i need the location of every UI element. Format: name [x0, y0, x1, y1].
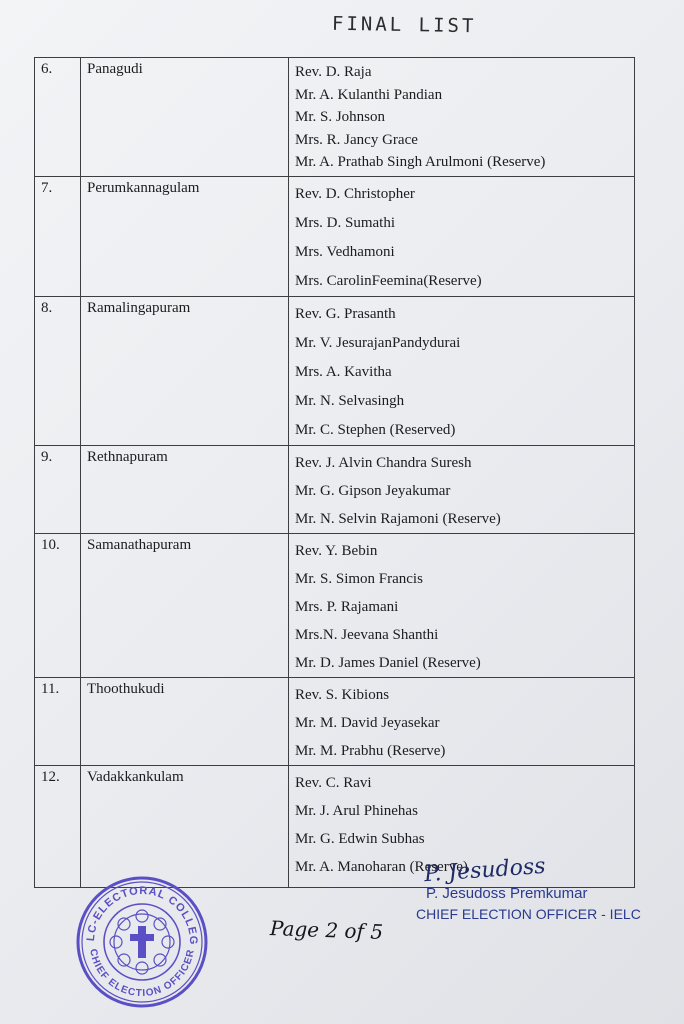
table-row — [35, 678, 635, 766]
church-name: Ramalingapuram — [81, 297, 289, 446]
member-name: Mr. A. Manoharan (Reserve) — [295, 859, 468, 875]
row-number: 11. — [35, 678, 81, 766]
church-name: Samanathapuram — [81, 534, 289, 678]
member-name: Mr. C. Stephen (Reserved) — [295, 422, 456, 438]
member-name: Mr. D. James Daniel (Reserve) — [295, 655, 481, 671]
member-list — [289, 446, 635, 534]
row-number: 7. — [35, 177, 81, 297]
cross-icon — [130, 926, 154, 958]
member-name: Rev. J. Alvin Chandra Suresh — [295, 455, 472, 471]
seal-graphic — [72, 872, 212, 1012]
member-name: Rev. D. Christopher — [295, 186, 415, 202]
table-row — [35, 177, 635, 297]
final-list-heading: FINAL LIST — [331, 12, 477, 38]
electoral-roster-table — [34, 57, 635, 888]
table-row — [35, 446, 635, 534]
member-name: Mrs. A. Kavitha — [295, 364, 392, 380]
signatory-title: CHIEF ELECTION OFFICER - IELC — [416, 906, 641, 922]
member-name: Mr. J. Arul Phinehas — [295, 803, 418, 819]
member-list — [289, 678, 635, 766]
seal-top-text: LC-ELECTORAL COLLEG — [84, 884, 200, 946]
row-number: 10. — [35, 534, 81, 678]
church-name: Rethnapuram — [81, 446, 289, 534]
row-number: 8. — [35, 297, 81, 446]
member-list — [289, 177, 635, 297]
row-number: 9. — [35, 446, 81, 534]
table-row — [35, 534, 635, 678]
member-name: Mr. N. Selvin Rajamoni (Reserve) — [295, 511, 501, 527]
member-name: Rev. G. Prasanth — [295, 306, 396, 322]
member-name: Mrs.N. Jeevana Shanthi — [295, 627, 439, 643]
member-name: Rev. Y. Bebin — [295, 543, 378, 559]
member-name: Mrs. R. Jancy Grace — [295, 131, 418, 148]
church-name: Perumkannagulam — [81, 177, 289, 297]
member-name: Mr. N. Selvasingh — [295, 393, 405, 409]
member-name: Mr. M. Prabhu (Reserve) — [295, 743, 446, 759]
member-name: Mrs. D. Sumathi — [295, 215, 396, 231]
member-name: Mr. A. Kulanthi Pandian — [295, 86, 443, 103]
member-list — [289, 58, 635, 177]
member-name: Rev. S. Kibions — [295, 687, 390, 703]
member-name: Mr. M. David Jeyasekar — [295, 715, 440, 731]
handwritten-signature: P. Jesudoss — [423, 853, 547, 888]
church-name: Thoothukudi — [81, 678, 289, 766]
page-number-note: Page 2 of 5 — [269, 916, 384, 944]
seal-bottom-text: CHIEF ELECTION OFFICER — [87, 948, 197, 1000]
member-name: Mr. S. Johnson — [295, 109, 386, 126]
member-list — [289, 297, 635, 446]
member-name: Mr. G. Gipson Jeyakumar — [295, 483, 451, 499]
table-row — [35, 297, 635, 446]
member-name: Mr. S. Simon Francis — [295, 571, 423, 587]
table-row — [35, 58, 635, 177]
church-name: Panagudi — [81, 58, 289, 177]
signatory-name: P. Jesudoss Premkumar — [426, 885, 588, 902]
member-list — [289, 534, 635, 678]
member-name: Rev. C. Ravi — [295, 775, 372, 791]
row-number: 6. — [35, 58, 81, 177]
member-name: Mr. V. JesurajanPandydurai — [295, 335, 461, 351]
church-name: Vadakkankulam — [81, 766, 289, 888]
member-name: Mr. A. Prathab Singh Arulmoni (Reserve) — [295, 154, 546, 171]
electoral-college-seal — [72, 872, 212, 1012]
member-name: Mrs. CarolinFeemina(Reserve) — [295, 273, 482, 289]
member-name: Mrs. Vedhamoni — [295, 244, 395, 260]
member-name: Rev. D. Raja — [295, 64, 372, 80]
member-name: Mrs. P. Rajamani — [295, 599, 399, 615]
member-name: Mr. G. Edwin Subhas — [295, 831, 425, 847]
row-number: 12. — [35, 766, 81, 888]
